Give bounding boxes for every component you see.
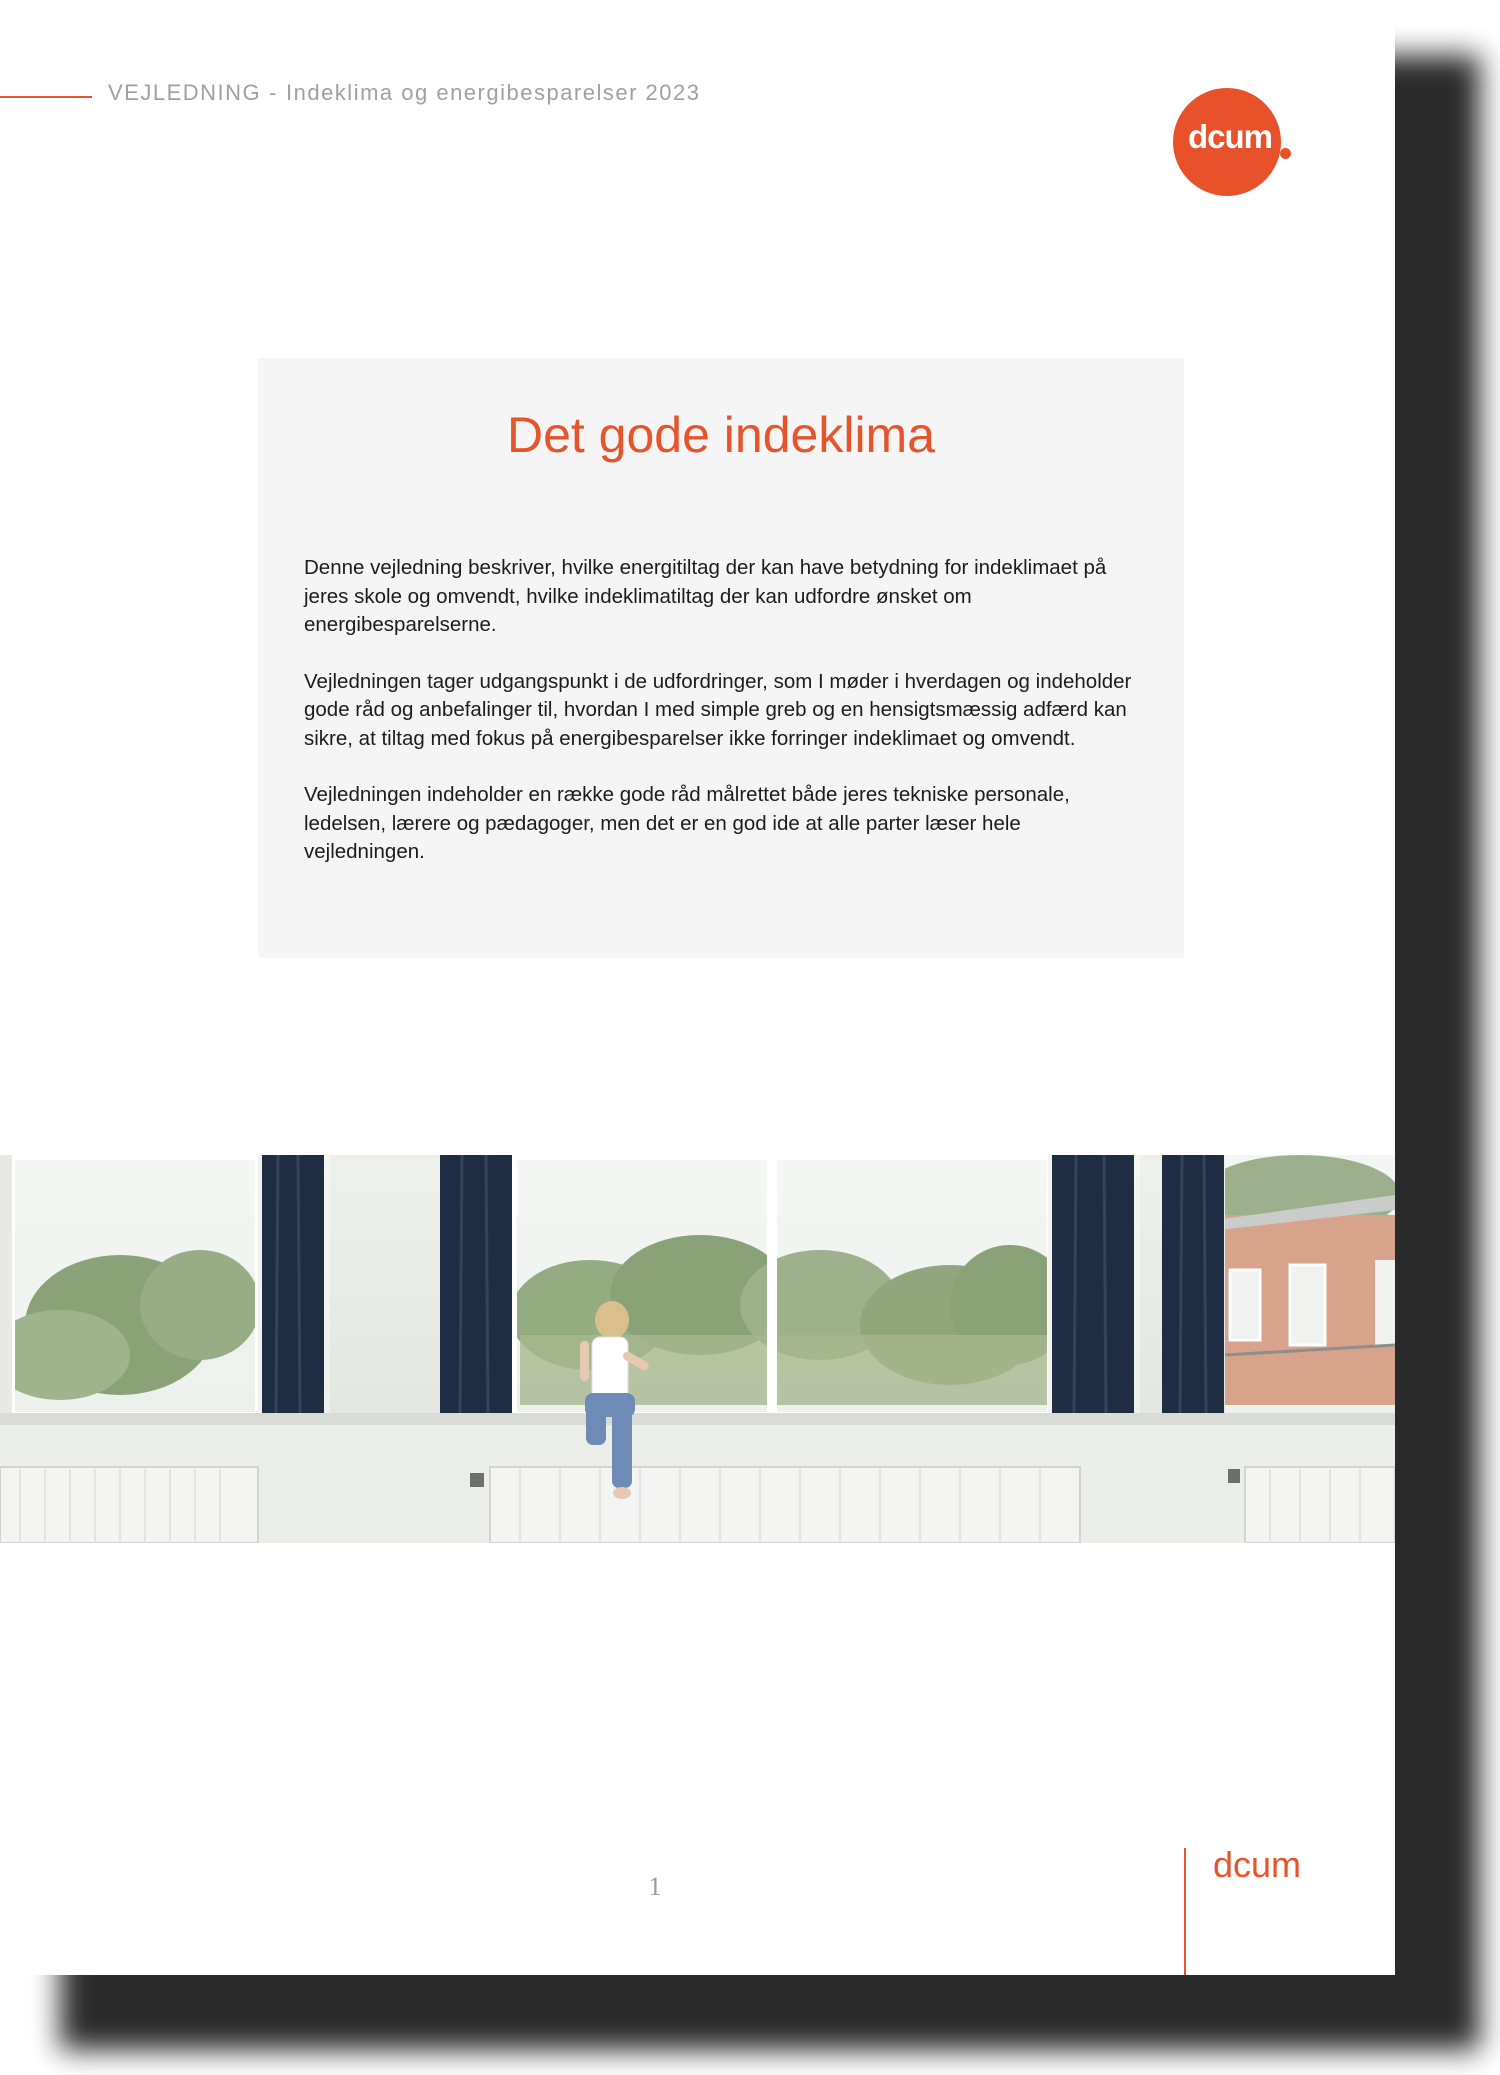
header-rule — [0, 96, 92, 98]
header-separator: - — [269, 80, 278, 105]
paragraph: Vejledningen tager udgangspunkt i de udfordringer, som I møder i hverdagen og indeholder gode råd og anbefalinger til, hvordan I med simple greb og en hensigtsmæssig adfærd kan sikre, at tiltag med fokus på energibesparelser ikke forringer indeklimaet og omvendt. — [304, 669, 1132, 750]
header-subtitle: Indeklima og energibesparelser 2023 — [285, 80, 701, 105]
paragraph: Vejledningen indeholder en række gode råd målrettet både jeres tekniske personale, ledelsen, lærere og pædagoger, men det er en god ide at alle parter læser hele vejledningen. — [304, 783, 1070, 863]
intro-box — [258, 358, 1184, 958]
logo-text: dcum — [1188, 118, 1273, 155]
classroom-illustration — [0, 1155, 1395, 1543]
running-header — [108, 80, 701, 106]
intro-text — [304, 554, 1144, 895]
page-number: 1 — [648, 1872, 662, 1901]
footer-rule — [1184, 1848, 1186, 1975]
paragraph: Denne vejledning beskriver, hvilke energitiltag der kan have betydning for indeklimaet på jeres skole og omvendt, hvilke indeklimatiltag der kan udfordre ønsket om energibesparelserne. — [304, 556, 1107, 636]
logo-dot — [1280, 148, 1291, 159]
classroom-photo — [0, 1155, 1395, 1543]
footer-brand: dcum — [1213, 1844, 1302, 1885]
page-title: Det gode indeklima — [506, 407, 936, 463]
header-label: VEJLEDNING — [108, 80, 262, 105]
